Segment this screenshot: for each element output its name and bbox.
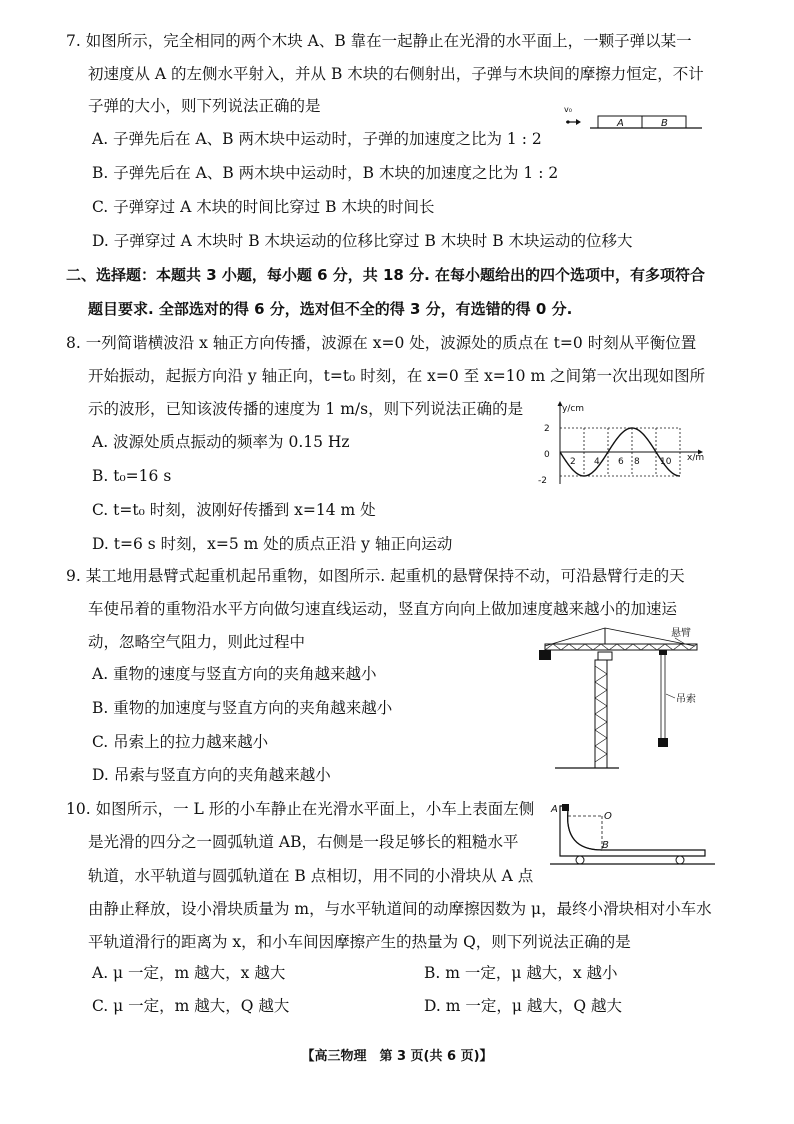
wave-ytick-neg2: -2 <box>538 476 547 486</box>
block-b-label: B <box>661 118 668 129</box>
wave-xtick-4: 4 <box>594 457 600 467</box>
q7-option-c: C. 子弹穿过 A 木块的时间比穿过 B 木块的时间长 <box>92 198 435 216</box>
q7-option-d: D. 子弹穿过 A 木块时 B 木块运动的位移比穿过 B 木块时 B 木块运动的位移大 <box>92 232 633 250</box>
q10-option-b: B. m 一定，μ 越大，x 越小 <box>424 964 618 982</box>
q9-stem-line-1: 9. 某工地用悬臂式起重机起吊重物，如图所示. 起重机的悬臂保持不动，可沿悬臂行走的天 <box>66 567 685 585</box>
q10-cart-figure <box>540 800 720 875</box>
cable-label: 吊索 <box>676 694 696 705</box>
q10-option-c: C. μ 一定，m 越大，Q 越大 <box>92 997 290 1015</box>
wave-xtick-8: 8 <box>634 457 640 467</box>
q8-option-b: B. t₀=16 s <box>92 467 172 485</box>
block-a-label: A <box>617 118 624 129</box>
q10-option-a: A. μ 一定，m 越大，x 越大 <box>92 964 286 982</box>
point-a-label: A <box>551 804 558 815</box>
q10-option-d: D. m 一定，μ 越大，Q 越大 <box>424 997 622 1015</box>
wave-xtick-2: 2 <box>570 457 576 467</box>
arm-label: 悬臂 <box>671 628 691 639</box>
q8-stem-line-3: 示的波形，已知该波传播的速度为 1 m/s，则下列说法正确的是 <box>88 400 524 418</box>
q7-stem-line-2: 初速度从 A 的左侧水平射入，并从 B 木块的右侧射出，子弹与木块间的摩擦力恒定，不计 <box>88 65 704 83</box>
wave-ylabel: y/cm <box>562 404 585 414</box>
q8-option-d: D. t=6 s 时刻，x=5 m 处的质点正沿 y 轴正向运动 <box>92 535 453 553</box>
q7-figure-blocks <box>560 100 710 135</box>
section-2-header-line-2: 题目要求. 全部选对的得 6 分，选对但不全的得 3 分，有选错的得 0 分. <box>88 300 573 318</box>
q9-option-d: D. 吊索与竖直方向的夹角越来越小 <box>92 766 331 784</box>
wave-xtick-10: 10 <box>660 457 672 467</box>
q9-crane-figure <box>535 622 715 772</box>
q10-stem-line-3: 轨道，水平轨道与圆弧轨道在 B 点相切，用不同的小滑块从 A 点 <box>88 867 534 885</box>
q8-stem-line-2: 开始振动，起振方向沿 y 轴正向，t=t₀ 时刻，在 x=0 至 x=10 m 之间第一次出现如图所 <box>88 367 706 385</box>
wave-xtick-6: 6 <box>618 457 624 467</box>
q8-option-a: A. 波源处质点振动的频率为 0.15 Hz <box>92 433 350 451</box>
q8-stem-line-1: 8. 一列简谐横波沿 x 轴正方向传播，波源在 x=0 处，波源处的质点在 t=0 时刻从平衡位置 <box>66 334 697 352</box>
q10-stem-line-1: 10. 如图所示，一 L 形的小车静止在光滑水平面上，小车上表面左侧 <box>66 800 535 818</box>
wave-ytick-0: 0 <box>544 450 550 460</box>
wave-xlabel: x/m <box>687 453 705 463</box>
q7-v0-label: v₀ <box>564 105 572 114</box>
wave-ytick-2: 2 <box>544 424 550 434</box>
q8-wave-graph <box>530 400 710 490</box>
q9-stem-line-2: 车使吊着的重物沿水平方向做匀速直线运动，竖直方向向上做加速度越来越小的加速运 <box>88 600 678 618</box>
q8-option-c: C. t=t₀ 时刻，波刚好传播到 x=14 m 处 <box>92 501 376 519</box>
q10-stem-line-4: 由静止释放，设小滑块质量为 m，与水平轨道间的动摩擦因数为 μ，最终小滑块相对小车水 <box>88 900 712 918</box>
q10-stem-line-2: 是光滑的四分之一圆弧轨道 AB，右侧是一段足够长的粗糙水平 <box>88 833 519 851</box>
q9-option-a: A. 重物的速度与竖直方向的夹角越来越小 <box>92 665 377 683</box>
q9-stem-line-3: 动，忽略空气阻力，则此过程中 <box>88 633 306 651</box>
point-b-label: B <box>602 840 609 851</box>
section-2-header-line-1: 二、选择题：本题共 3 小题，每小题 6 分，共 18 分. 在每小题给出的四个选项中，有多项符合 <box>66 266 706 284</box>
q7-option-b: B. 子弹先后在 A、B 两木块中运动时，B 木块的加速度之比为 1 : 2 <box>92 164 559 182</box>
q7-stem-line-3: 子弹的大小，则下列说法正确的是 <box>88 97 321 115</box>
q10-stem-line-5: 平轨道滑行的距离为 x，和小车间因摩擦产生的热量为 Q，则下列说法正确的是 <box>88 933 631 951</box>
point-o-label: O <box>604 811 612 822</box>
page-footer: 【高三物理 第 3 页(共 6 页)】 <box>301 1049 493 1064</box>
q9-option-c: C. 吊索上的拉力越来越小 <box>92 733 269 751</box>
q9-option-b: B. 重物的加速度与竖直方向的夹角越来越小 <box>92 699 393 717</box>
q7-stem-line-1: 7. 如图所示，完全相同的两个木块 A、B 靠在一起静止在光滑的水平面上，一颗子弹以某一 <box>66 32 692 50</box>
q7-option-a: A. 子弹先后在 A、B 两木块中运动时，子弹的加速度之比为 1 : 2 <box>92 130 542 148</box>
